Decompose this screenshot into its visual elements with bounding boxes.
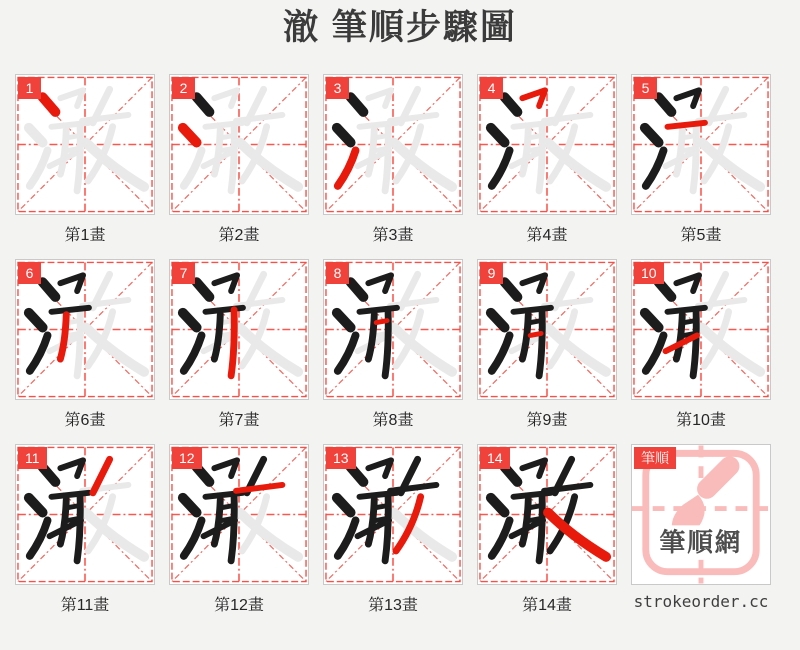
- step-caption: 第11畫: [60, 597, 110, 614]
- step-caption: 第1畫: [64, 227, 106, 244]
- stroke-diagram: [15, 444, 155, 585]
- stroke-step-cell: [169, 444, 309, 615]
- step-number-badge: 11: [18, 447, 47, 469]
- step-number-badge: 7: [172, 262, 195, 284]
- stroke-step-cell: [477, 74, 617, 245]
- step-caption: 第13畫: [368, 597, 418, 614]
- stroke-diagram: [323, 74, 463, 215]
- step-number-badge: 5: [634, 77, 657, 99]
- stroke-step-cell: [477, 444, 617, 615]
- step-caption: 第8畫: [372, 412, 414, 429]
- stroke-step-cell: [169, 74, 309, 245]
- stroke-step-cell: [631, 74, 771, 245]
- stroke-diagram: [631, 74, 771, 215]
- step-caption: 第12畫: [214, 597, 264, 614]
- stroke-step-cell: [15, 259, 155, 430]
- logo-badge: 筆順: [634, 447, 676, 469]
- page-title: 澈 筆順步驟圖: [283, 8, 517, 47]
- step-caption: 第4畫: [526, 227, 568, 244]
- logo-card: [631, 444, 771, 615]
- stroke-diagram: [169, 259, 309, 400]
- stroke-diagram: [15, 259, 155, 400]
- step-number-badge: 2: [172, 77, 195, 99]
- step-number-badge: 3: [326, 77, 349, 99]
- stroke-diagram: [477, 74, 617, 215]
- stroke-grid: [15, 74, 771, 615]
- stroke-diagram: [323, 444, 463, 585]
- step-number-badge: 14: [480, 447, 510, 469]
- step-caption: 第6畫: [64, 412, 106, 429]
- stroke-diagram: [169, 74, 309, 215]
- step-caption: 第9畫: [526, 412, 568, 429]
- step-caption: 第3畫: [372, 227, 414, 244]
- stroke-step-cell: [323, 444, 463, 615]
- stroke-step-cell: [323, 74, 463, 245]
- step-caption: 第10畫: [676, 412, 726, 429]
- stroke-step-cell: [477, 259, 617, 430]
- logo-site-name: 筆順網: [659, 528, 743, 557]
- stroke-step-cell: [631, 259, 771, 430]
- stroke-diagram: [323, 259, 463, 400]
- step-number-badge: 12: [172, 447, 202, 469]
- stroke-step-cell: [323, 259, 463, 430]
- logo-box[interactable]: [631, 444, 771, 585]
- step-caption: 第7畫: [218, 412, 260, 429]
- step-caption: 第5畫: [680, 227, 722, 244]
- stroke-diagram: [169, 444, 309, 585]
- step-number-badge: 13: [326, 447, 356, 469]
- stroke-diagram: [631, 259, 771, 400]
- logo-url[interactable]: strokeorder.cc: [633, 592, 769, 611]
- stroke-diagram: [15, 74, 155, 215]
- stroke-step-cell: [15, 74, 155, 245]
- step-number-badge: 10: [634, 262, 664, 284]
- step-number-badge: 4: [480, 77, 503, 99]
- step-number-badge: 1: [18, 77, 41, 99]
- stroke-diagram: [477, 444, 617, 585]
- step-caption: 第14畫: [522, 597, 572, 614]
- step-number-badge: 6: [18, 262, 41, 284]
- step-caption: 第2畫: [218, 227, 260, 244]
- stroke-step-cell: [169, 259, 309, 430]
- stroke-step-cell: [15, 444, 155, 615]
- stroke-diagram: [477, 259, 617, 400]
- brush-handle-icon: [707, 466, 730, 489]
- step-number-badge: 9: [480, 262, 503, 284]
- step-number-badge: 8: [326, 262, 349, 284]
